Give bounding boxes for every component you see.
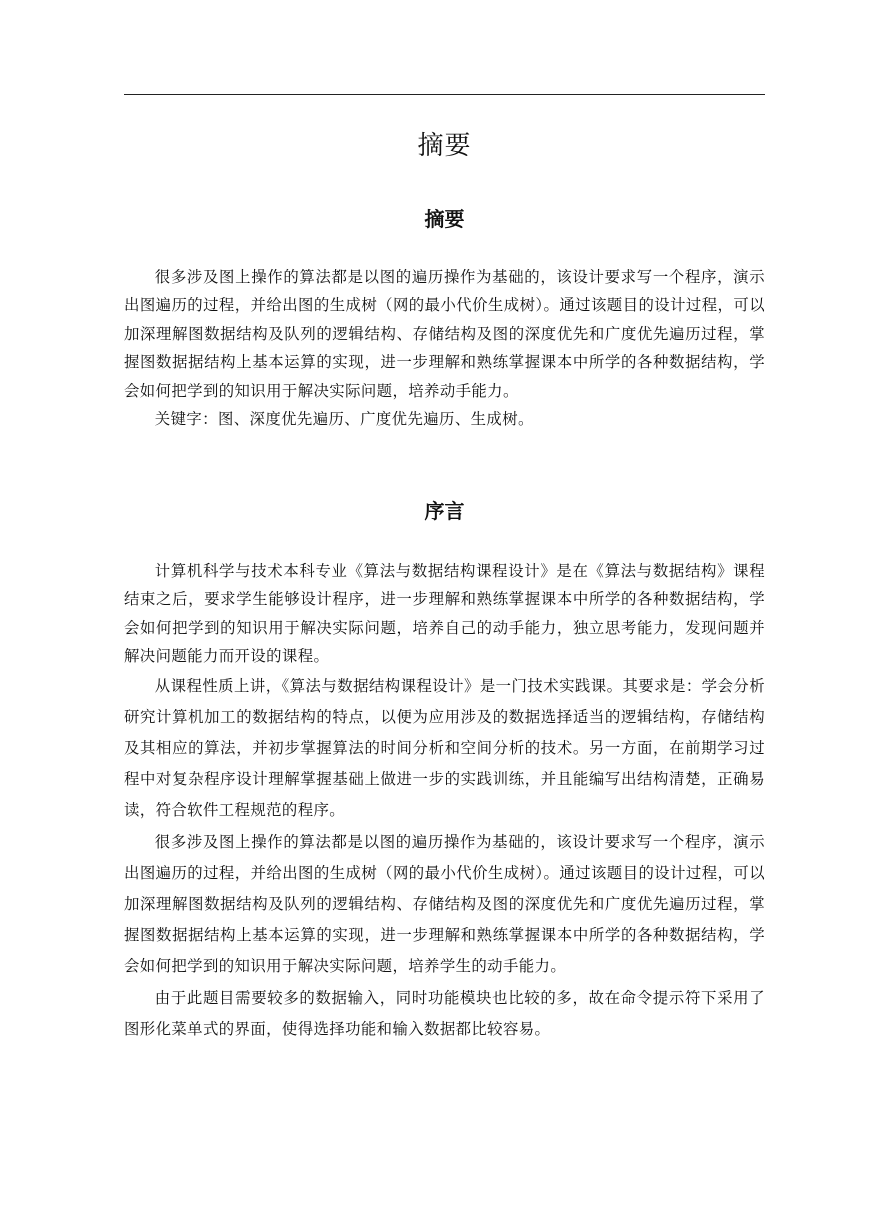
abstract-body <box>124 263 765 433</box>
page-title: 摘要 <box>417 131 472 161</box>
keywords-line: 关键字：图、深度优先遍历、广度优先遍历、生成树。 <box>154 410 534 429</box>
preface-body <box>124 557 765 1045</box>
preface-paragraph: 由于此题目需要较多的数据输入，同时功能模块也比较的多，故在命令提示符下采用了图形化菜单式的界面，使得选择功能和输入数据都比较容易。 <box>124 988 765 1038</box>
preface-paragraph: 从课程性质上讲，《算法与数据结构课程设计》是一门技术实践课。其要求是：学会分析研究计算机加工的数据结构的特点，以便为应用涉及的数据选择适当的逻辑结构，存储结构及其相应的算法，并初步掌握算法的时间分析和空间分析的技术。另一方面，在前期学习过程中对复杂程序设计理解掌握基础上做进一步的实践训练，并且能编写出结构清楚，正确易读，符合软件工程规范的程序。 <box>124 676 765 820</box>
preface-heading: 序言 <box>424 499 465 523</box>
abstract-paragraph: 很多涉及图上操作的算法都是以图的遍历操作为基础的，该设计要求写一个程序，演示出图遍历的过程，并给出图的生成树（网的最小代价生成树）。通过该题目的设计过程，可以加深理解图数据结构及队列的逻辑结构、存储结构及图的深度优先和广度优先遍历过程，掌握图数据据结构上基本运算的实现，进一步理解和熟练掌握课本中所学的各种数据结构，学会如何把学到的知识用于解决实际问题，培养动手能力。 <box>124 268 765 400</box>
preface-paragraph: 很多涉及图上操作的算法都是以图的遍历操作为基础的，该设计要求写一个程序，演示出图遍历的过程，并给出图的生成树（网的最小代价生成树）。通过该题目的设计过程，可以加深理解图数据结构及队列的逻辑结构、存储结构及图的深度优先和广度优先遍历过程，掌握图数据据结构上基本运算的实现，进一步理解和熟练掌握课本中所学的各种数据结构，学会如何把学到的知识用于解决实际问题，培养学生的动手能力。 <box>124 832 765 976</box>
preface-paragraph: 计算机科学与技术本科专业《算法与数据结构课程设计》是在《算法与数据结构》课程结束之后，要求学生能够设计程序，进一步理解和熟练掌握课本中所学的各种数据结构，学会如何把学到的知识用于解决实际问题，培养自己的动手能力，独立思考能力，发现问题并解决问题能力而开设的课程。 <box>124 562 765 666</box>
header-rule <box>124 94 765 95</box>
abstract-heading: 摘要 <box>424 207 465 231</box>
